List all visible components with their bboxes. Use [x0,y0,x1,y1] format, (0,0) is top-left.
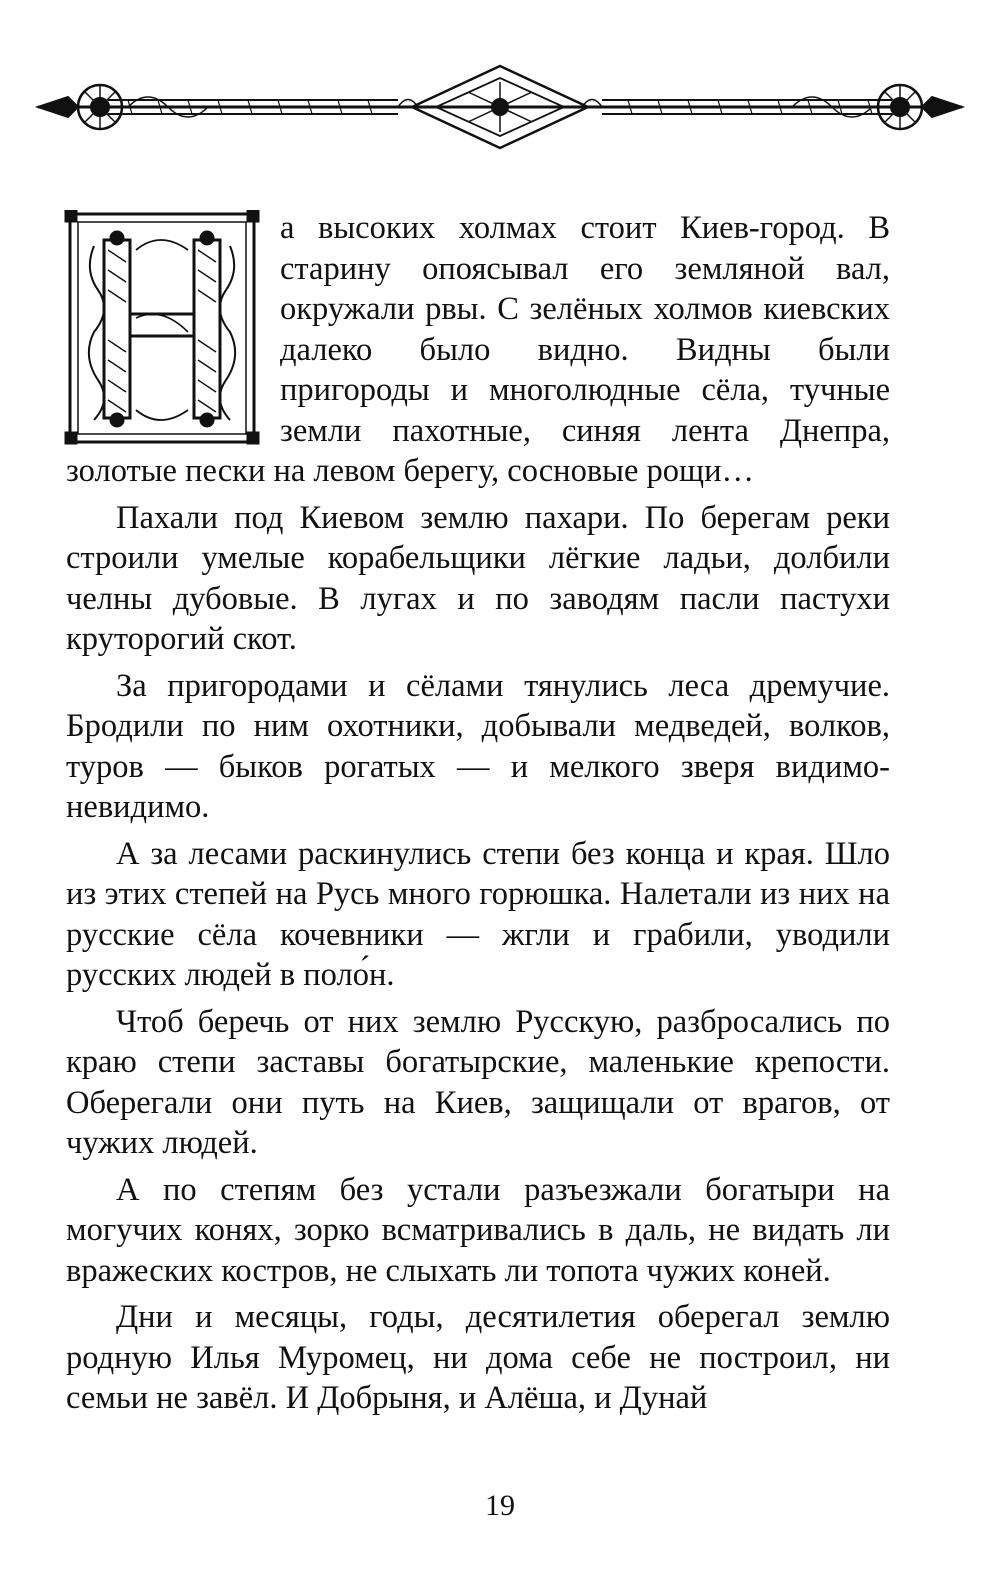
paragraph-4: А за лесами раскинулись степи без конца и края. Шло из этих степей на Русь много горюшка. Налетали из них на русские сёла кочевники — жгли и грабили, уводили русских людей в поло́н. [66,835,890,993]
paragraph-7: Дни и месяцы, годы, десятилетия оберегал землю родную Илья Муромец, ни дома себе не построил, ни семьи не завёл. И Добрыня, и Алёша, и Дунай [66,1299,890,1416]
dropcap-initial [64,210,260,448]
page-number: 19 [485,1489,515,1522]
paragraph-2: Пахали под Киевом землю пахари. По берегам реки строили умелые корабельщики лёгкие ладьи, долбили челны дубовые. В лугах и по заводям пасли пастухи круторогий скот. [66,499,890,657]
paragraph-5: Чтоб беречь от них землю Русскую, разбросались по краю степи заставы богатырские, маленькие крепости. Оберегали они путь на Киев, защищали от врагов, от чужих людей. [66,1003,890,1161]
main-text [66,208,890,1425]
paragraph-3: За пригородами и сёлами тянулись леса дремучие. Бродили по ним охотники, добывали медведей, волков, туров — быков рогатых — и мелкого зверя видимо-невидимо. [66,667,890,825]
paragraph-6: А по степям без устали разъезжали богатыри на могучих конях, зорко всматривались в даль, не видать ли вражеских костров, не слыхать ли топота чужих коней. [66,1171,890,1289]
header-ornament-icon [28,62,972,152]
paragraph-1: а высоких холмах стоит Киев-город. В старину опоясывал его земляной вал, окружали рвы. С зелёных холмов киевских далеко было видно. Видны были пригороды и многолюдные сёла, тучные земли пахотные, синяя лента Днепра, золотые пески на левом берегу, сосновые рощи… [66,210,890,489]
illuminated-initial-icon [64,210,260,448]
